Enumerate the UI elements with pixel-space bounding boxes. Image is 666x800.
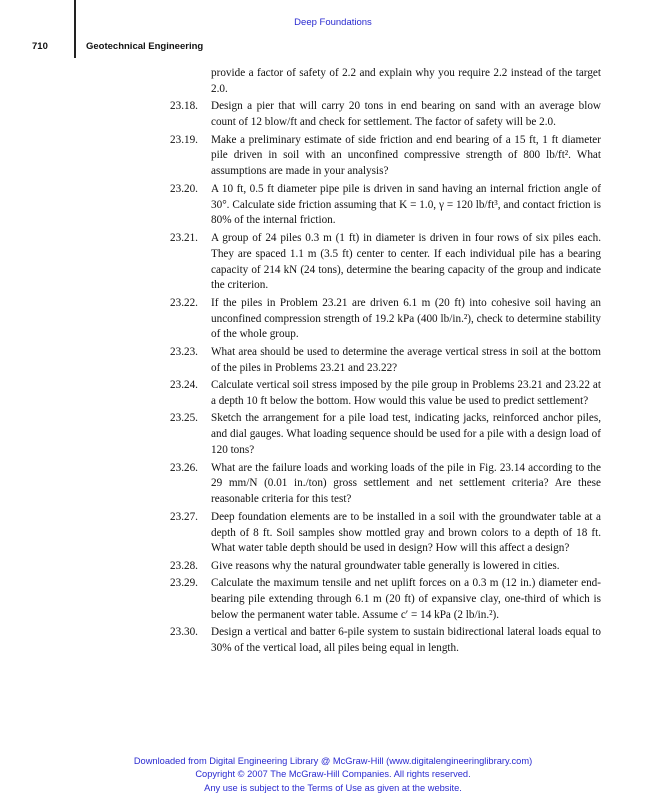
problem-text: Give reasons why the natural groundwater table generally is lowered in cities. [211, 559, 560, 572]
footer-download-link[interactable]: Downloaded from Digital Engineering Library @ McGraw-Hill (www.digitalengineeringlibrary.com) [133, 756, 533, 766]
problem-number: 23.19. [170, 133, 198, 146]
problem-text: If the piles in Problem 23.21 are driven 6.1 m (20 ft) into cohesive soil having an unconfined compression strength of 19.2 kPa (400 lb/in.²), check to determine stability of the whole group. [211, 296, 601, 341]
problem-number: 23.20. [170, 182, 198, 195]
problem-number: 23.22. [170, 296, 198, 309]
problem-text: Design a pier that will carry 20 tons in end bearing on sand with an average blow count of 12 blow/ft and check for settlement. The factor of safety will be 2.0. [211, 100, 601, 129]
problem-item [170, 411, 601, 459]
problem-number: 23.23. [170, 345, 198, 358]
problem-item [170, 625, 601, 657]
problem-number: 23.28. [170, 559, 198, 572]
problem-number: 23.18. [170, 100, 198, 113]
problem-text: A group of 24 piles 0.3 m (1 ft) in diameter is driven in four rows of six piles each. They are spaced 1.1 m (3.5 ft) center to center. If each individual pile has a bearing capacity of 214 kN (24 tons), determine the bearing capacity of the group and indicate the criterion. [211, 231, 601, 292]
problem-text: Make a preliminary estimate of side friction and end bearing of a 15 ft, 1 ft diameter pile driven in soil with an unconfined compressive strength of 800 lb/ft². What assumptions are made in your analysis? [211, 133, 601, 178]
problem-number: 23.30. [170, 626, 198, 639]
page-number: 710 [32, 41, 48, 52]
problem-number: 23.25. [170, 412, 198, 425]
problem-text: Design a vertical and batter 6-pile system to sustain bidirectional lateral loads equal to 30% of the vertical load, all piles being equal in length. [211, 626, 601, 655]
problem-list [170, 66, 601, 659]
footer-terms-link[interactable]: Any use is subject to the Terms of Use as given at the website. [204, 782, 462, 793]
running-head: Geotechnical Engineering [86, 41, 204, 52]
problem-text: Calculate the maximum tensile and net uplift forces on a 0.3 m (12 in.) diameter end-bearing pile extending through 6.1 m (20 ft) of expansive clay, one-third of which is below the permanent water table. Assume c′ = 14 kPa (2 lb/in.²). [211, 577, 601, 621]
problem-text: What area should be used to determine the average vertical stress in soil at the bottom of the piles in Problems 23.21 and 23.22? [211, 345, 601, 374]
problem-number: 23.26. [170, 461, 198, 474]
problem-item [170, 378, 601, 410]
problem-item [170, 182, 601, 230]
problem-text: Calculate vertical soil stress imposed by the pile group in Problems 23.21 and 23.22 at a depth 10 ft below the bottom. How would this value be used to predict settlement? [211, 379, 601, 408]
problem-item [170, 576, 601, 624]
problem-number: 23.27. [170, 510, 198, 523]
problem-item [170, 559, 601, 575]
header-rule [74, 0, 76, 58]
problem-item [170, 296, 601, 344]
problem-text: What are the failure loads and working loads of the pile in Fig. 23.14 according to the 29 mm/N (0.01 in./ton) gross settlement and net settlement criteria? Are these reasonable criteria for this test? [211, 461, 601, 506]
problem-number: 23.21. [170, 231, 198, 244]
problem-text: Deep foundation elements are to be installed in a soil with the groundwater table at a depth of 8 ft. Soil samples show mottled gray and brown colors to a depth of 18 ft. What water table depth should be used in design? How will this affect a design? [211, 510, 601, 555]
problem-item [170, 99, 601, 131]
problem-item [170, 231, 601, 294]
chapter-title: Deep Foundations [294, 17, 372, 28]
problem-item [170, 345, 601, 377]
problem-item [170, 133, 601, 181]
problem-item [170, 66, 601, 98]
problem-item [170, 461, 601, 509]
problem-text: Sketch the arrangement for a pile load test, indicating jacks, reinforced anchor piles, and dial gauges. What loading sequence should be used for a pile with a design load of 120 tons? [211, 412, 601, 457]
problem-number: 23.24. [170, 379, 198, 392]
footer [0, 755, 666, 795]
problem-number: 23.29. [170, 577, 198, 590]
problem-text: provide a factor of safety of 2.2 and explain why you require 2.2 instead of the target 2.0. [211, 67, 601, 95]
problem-text: A 10 ft, 0.5 ft diameter pipe pile is driven in sand having an internal friction angle of 30°. Calculate side friction assuming that K = 1.0, γ = 120 lb/ft³, and contact friction is 80% of the internal friction. [211, 182, 601, 227]
problem-item [170, 510, 601, 558]
problem-number [170, 66, 211, 98]
footer-copyright: Copyright © 2007 The McGraw-Hill Companies. All rights reserved. [195, 769, 471, 780]
